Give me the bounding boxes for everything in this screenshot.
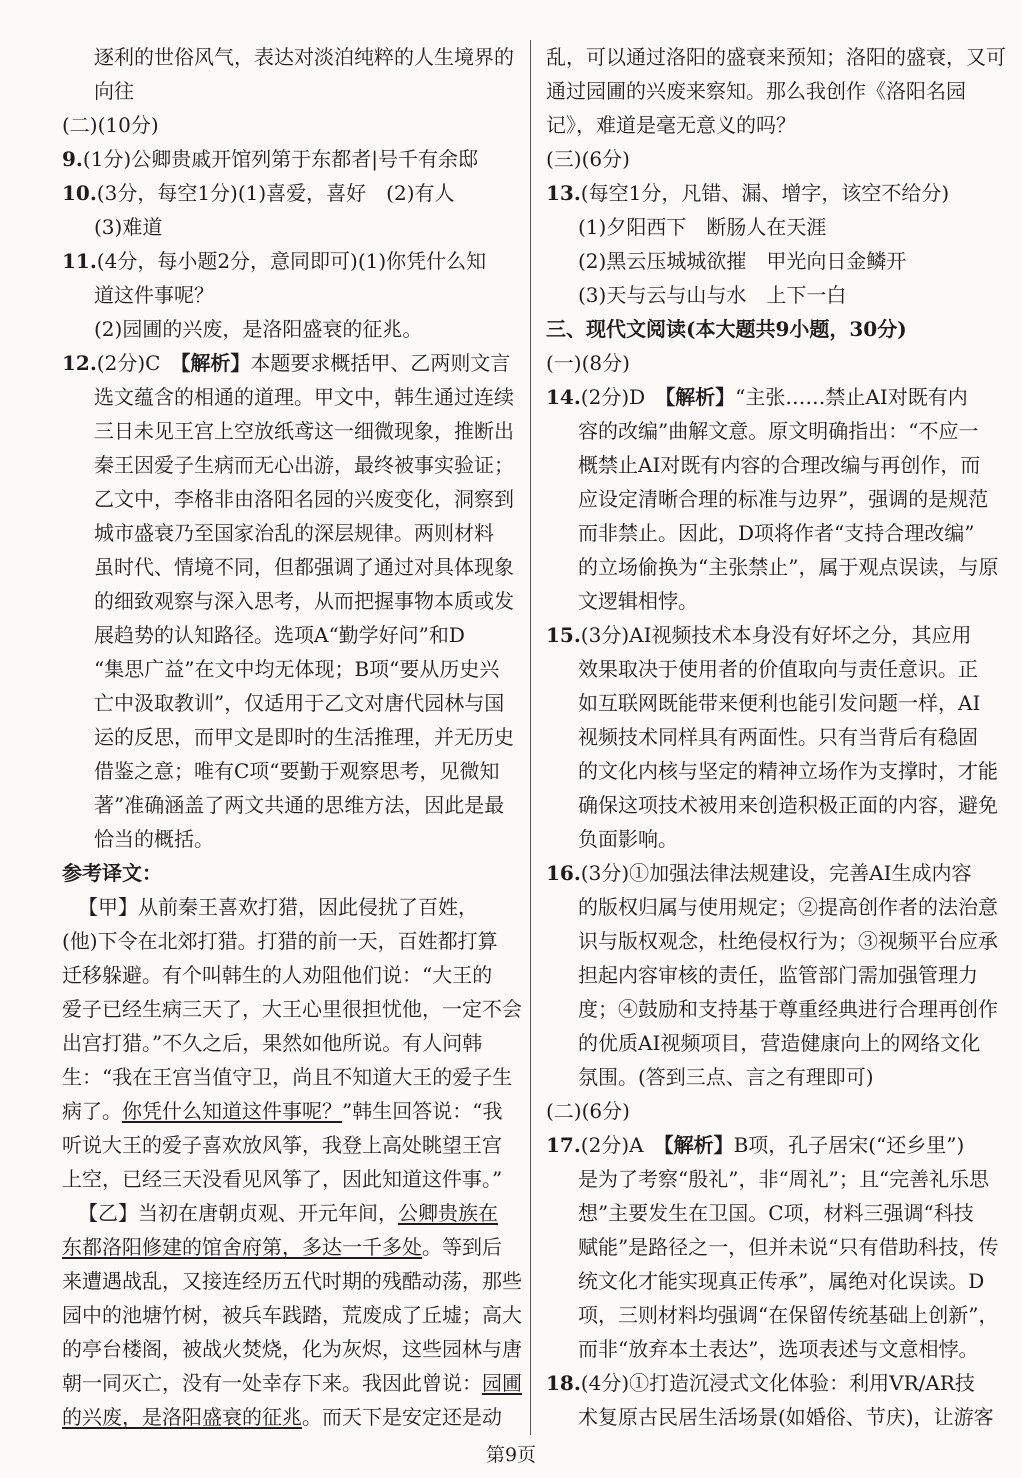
text-line: 向往 [94,79,134,103]
text-line: 生：“我在王宫当值守卫，尚且不知道大王的爱子生 [62,1065,513,1089]
text-line: 记》，难道是毫无意义的吗？ [546,113,796,137]
section-heading: (二)(6分) [546,1099,630,1123]
text-line: (3)天与云与山与水 上下一白 [578,283,847,307]
answer-15 [546,618,992,652]
analysis-tag: 【解析】 [665,385,736,409]
text-line: 亡中汲取教训”，仅适用于乙文对唐代园林与国 [94,691,505,715]
text-line: 乙文中，李格非由洛阳名园的兴废变化，洞察到 [94,487,514,511]
answer-text: B项，孔子居宋(“还乡里”) [733,1133,965,1157]
text-line: 确保这项技术被用来创造积极正面的内容，避免 [578,793,998,817]
answer-9 [62,142,514,176]
text-line: 秦王因爱子生病而无心出游，最终被事实验证； [94,453,514,477]
text-line: (3)难道 [94,215,163,239]
text-line: 概禁止AI对既有内容的合理改编与再创作，而 [578,453,981,477]
text-line: 识与版权观念，杜绝侵权行为；③视频平台应承 [578,929,998,953]
text-line: 如互联网既能带来便利也能引发问题一样，AI [578,691,981,715]
question-number: 15. [546,623,581,647]
text-line [62,1230,514,1264]
text-line: (他)下令在北郊打猎。打猎的前一天，百姓都打算 [62,929,498,953]
text-line: 统文化才能实现真正传承”，属绝对化误读。D [578,1269,985,1293]
text-line: 园中的池塘竹树，被兵车践踏，荒废成了丘墟；高大 [62,1303,522,1327]
text-line: 术复原古民居生活场景(如婚俗、节庆)，让游客 [578,1405,994,1429]
text-line [62,1400,514,1434]
text-line: 乱，可以通过洛阳的盛衰来预知；洛阳的盛衰，又可 [546,45,1006,69]
left-column [62,40,522,1434]
answer-text: (3分)AI视频技术本身没有好坏之分，其应用 [580,623,972,647]
answer-16 [546,856,992,890]
answer-12 [62,346,514,380]
section-heading: (三)(6分) [546,147,630,171]
text-line: 的文化内核与坚定的精神立场作为支撑时，才能 [578,759,998,783]
answer-text: (3分)①加强法律法规建设，完善AI生成内容 [580,861,972,885]
text-line: 担起内容审核的责任，监管部门需加强管理力 [578,963,978,987]
text-line [62,1094,514,1128]
answer-11 [62,244,514,278]
text-line: 听说大王的爱子喜欢放风筝，我登上高处眺望王宫 [62,1133,502,1157]
text-line: 逐利的世俗风气，表达对淡泊纯粹的人生境界的 [94,45,514,69]
question-number: 14. [546,385,581,409]
text-line: 运的反思，而甲文是即时的生活推理，并无历史 [94,725,514,749]
text-line: 项，三则材料均强调“在保留传统基础上创新”， [578,1303,999,1327]
text-line: 上空，已经三天没看见风筝了，因此知道这件事。” [62,1167,503,1191]
text-line: 的亭台楼阁，被战火焚烧，化为灰烬，这些园林与唐 [62,1337,522,1361]
text-line: 应设定清晰合理的标准与边界”，强调的是规范 [578,487,989,511]
text-line: 赋能”是路径之一，但并未说“只有借助科技，传 [578,1235,999,1259]
answer-text: (2分)D [580,385,666,409]
text-line: 视频技术同样具有两面性。只有当背后有稳固 [578,725,978,749]
answer-14 [546,380,992,414]
underlined-text: 公卿贵族在 [398,1201,498,1225]
text-line: 虽时代、情境不同，但都强调了通过对具体现象 [94,555,514,579]
text-line: (1)夕阳西下 断肠人在天涯 [578,215,827,239]
text-line [62,1196,514,1230]
text-line: 选文蕴含的相通的道理。甲文中，韩生通过连续 [94,385,514,409]
question-number: 12. [62,351,97,375]
text-span: 。而天下是安定还是动 [302,1405,502,1429]
answer-text: “主张……禁止AI对既有内 [735,385,968,409]
text-line: 的细致观察与深入思考，从而把握事物本质或发 [94,589,514,613]
text-line: 度；④鼓励和支持基于尊重经典进行合理再创作 [578,997,998,1021]
text-line: 氛围。(答到三点、言之有理即可) [578,1065,874,1089]
text-span: 朝一同灭亡，没有一处幸存下来。我因此曾说： [62,1371,482,1395]
text-line [62,1366,522,1400]
text-line: 道这件事呢？ [94,283,214,307]
page-number: 第9页 [485,1444,537,1466]
text-line: 借鉴之意；唯有C项“要勤于观察思考，见微知 [94,759,500,783]
answer-text: (每空1分，凡错、漏、增字，该空不给分) [580,181,950,205]
text-span: 【乙】当初在唐朝贞观、开元年间， [78,1201,398,1225]
text-line: 【甲】从前秦王喜欢打猎，因此侵扰了百姓， [78,895,478,919]
text-line: 容的改编”曲解文意。原文明确指出：“不应一 [578,419,979,443]
answer-text: (2分)A [580,1133,664,1157]
answer-13 [546,176,992,210]
text-line: 而非“放弃本土表达”，选项表述与文意相悖。 [578,1337,979,1361]
question-number: 9. [62,147,83,171]
answer-text: 本题要求概括甲、乙两则文言 [250,351,511,375]
answer-17 [546,1128,992,1162]
underlined-text: 的兴废，是洛阳盛衰的征兆 [62,1405,302,1429]
question-number: 13. [546,181,581,205]
text-line: 著”准确涵盖了两文共通的思维方法，因此是最 [94,793,505,817]
section-heading: (二)(10分) [62,113,159,137]
text-line: 想”主要发生在卫国。C项，材料三强调“科技 [578,1201,974,1225]
underlined-text: 园圃 [482,1371,522,1395]
part-heading: 三、现代文阅读(本大题共9小题，30分) [546,317,907,341]
question-number: 18. [546,1371,581,1395]
text-span: 。等到后 [422,1235,502,1259]
text-line: 展趋势的认知路径。选项A“勤学好问”和D [94,623,465,647]
question-number: 10. [62,181,97,205]
text-line: 恰当的概括。 [94,827,214,851]
text-span: 病了。 [62,1099,122,1123]
text-line: (2)园圃的兴废，是洛阳盛衰的征兆。 [94,317,423,341]
answer-text: (3分，每空1分)(1)喜爱，喜好 (2)有人 [96,181,455,205]
text-line: 的版权归属与使用规定；②提高创作者的法治意 [578,895,998,919]
text-line: (2)黑云压城城欲摧 甲光向日金鳞开 [578,249,907,273]
text-line: 通过园圃的兴废来察知。那么我创作《洛阳名园 [546,79,966,103]
analysis-tag: 【解析】 [180,351,251,375]
answer-10 [62,176,514,210]
underlined-text: 东都洛阳修建的馆舍府第，多达一千多处 [62,1235,422,1259]
text-line: 出宫打猎。”不久之后，果然如他所说。有人问韩 [62,1031,483,1055]
question-number: 11. [62,249,97,273]
reference-translation-title: 参考译文： [62,861,162,885]
text-line: 的优质AI视频项目，营造健康向上的网络文化 [578,1031,981,1055]
text-line: 负面影响。 [578,827,678,851]
section-heading: (一)(8分) [546,351,630,375]
question-number: 16. [546,861,581,885]
answer-text: (4分)①打造沉浸式文化体验：利用VR/AR技 [580,1371,975,1395]
answer-text: (2分)C [96,351,181,375]
column-divider [530,40,531,1435]
analysis-tag: 【解析】 [663,1133,734,1157]
answer-text: (4分，每小题2分，意同即可)(1)你凭什么知 [96,249,487,273]
question-number: 17. [546,1133,581,1157]
text-line: 的立场偷换为“主张禁止”，属于观点误读，与原 [578,555,999,579]
text-line: 效果取决于使用者的价值取向与责任意识。正 [578,657,978,681]
text-line: 来遭遇战乱，又接连经历五代时期的残酷动荡，那些 [62,1269,522,1293]
text-span: ”韩生回答说：“我 [342,1099,503,1123]
text-line: 三日未见王宫上空放纸鸢这一细微现象，推断出 [94,419,514,443]
text-line: 城市盛衰乃至国家治乱的深层规律。两则材料 [94,521,494,545]
text-line: 而非禁止。因此，D项将作者“支持合理改编” [578,521,975,545]
underlined-text: 你凭什么知道这件事呢？ [122,1099,342,1123]
text-line: 是为了考察“殷礼”，非“周礼”；且“完善礼乐思 [578,1167,990,1191]
answer-18 [546,1366,992,1400]
text-line: 迁移躲避。有个叫韩生的人劝阻他们说：“大王的 [62,963,493,987]
text-line: “集思广益”在文中均无体现；B项“要从历史兴 [94,657,500,681]
text-line: 爱子已经生病三天了，大王心里很担忧他，一定不会 [62,997,522,1021]
answer-text: (1分)公卿贵戚开馆列第于东都者|号千有余邸 [82,147,478,171]
text-line: 文逻辑相悖。 [578,589,698,613]
right-column [546,40,1006,1434]
